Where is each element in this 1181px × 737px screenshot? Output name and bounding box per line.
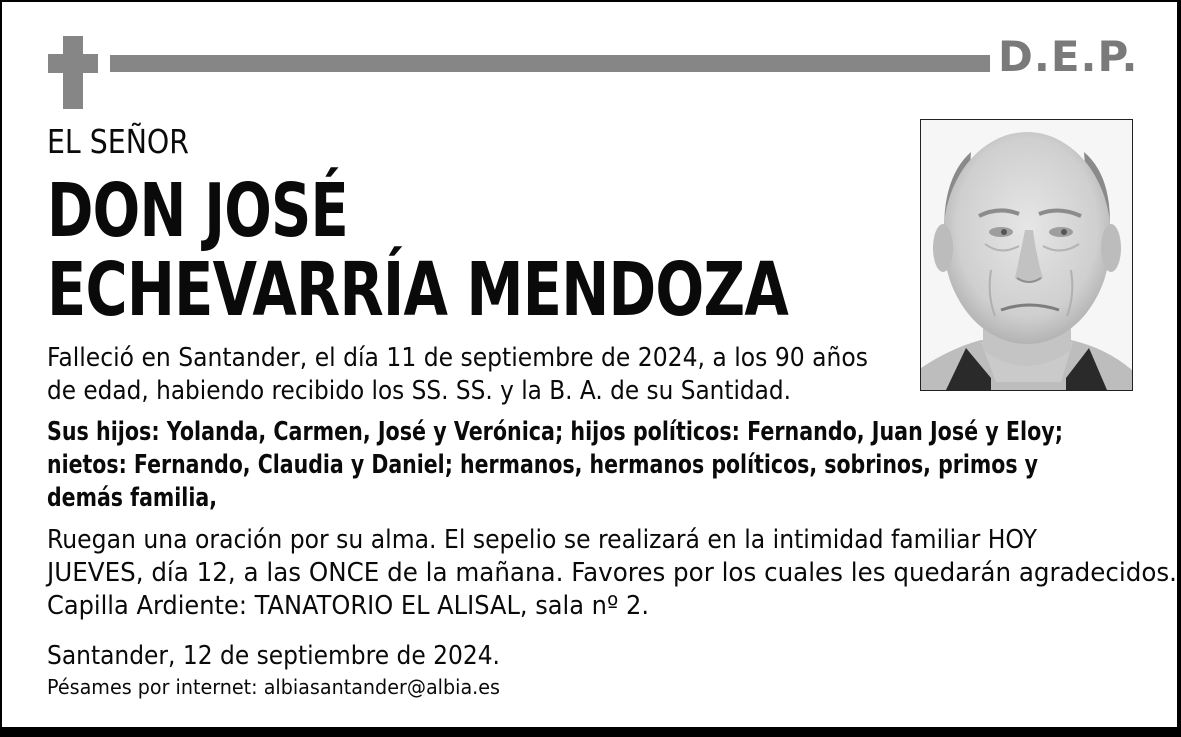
portrait-illustration: [921, 120, 1132, 390]
header-rule: [110, 55, 990, 72]
family-line-2: nietos: Fernando, Claudia y Daniel; hermanos, hermanos políticos, sobrinos, primos y: [47, 450, 1038, 480]
request-line-1: Ruegan una oración por su alma. El sepelio se realizará en la intimidad familiar HOY: [47, 525, 1037, 555]
name-line-2: ECHEVARRÍA MENDOZA: [47, 247, 788, 333]
request-line-2: JUEVES, día 12, a las ONCE de la mañana. Favores por los cuales les quedarán agradecidos.: [47, 558, 1177, 588]
death-line-2: de edad, habiendo recibido los SS. SS. y la B. A. de su Santidad.: [47, 376, 791, 406]
place-date: Santander, 12 de septiembre de 2024.: [47, 641, 500, 671]
dep-label: D.E.P.: [998, 32, 1139, 81]
condolences-contact: Pésames por internet: albiasantander@albia.es: [47, 675, 500, 699]
family-line-3: demás familia,: [47, 483, 217, 513]
death-line-1: Falleció en Santander, el día 11 de septiembre de 2024, a los 90 años: [47, 343, 868, 373]
family-line-1: Sus hijos: Yolanda, Carmen, José y Verónica; hijos políticos: Fernando, Juan José y Eloy;: [47, 417, 1063, 447]
portrait-photo: [920, 119, 1133, 391]
cross-horizontal-bar: [48, 54, 98, 73]
pretitle: EL SEÑOR: [47, 122, 189, 161]
name-line-1: DON JOSÉ: [47, 168, 348, 254]
request-line-3: Capilla Ardiente: TANATORIO EL ALISAL, sala nº 2.: [47, 591, 649, 621]
